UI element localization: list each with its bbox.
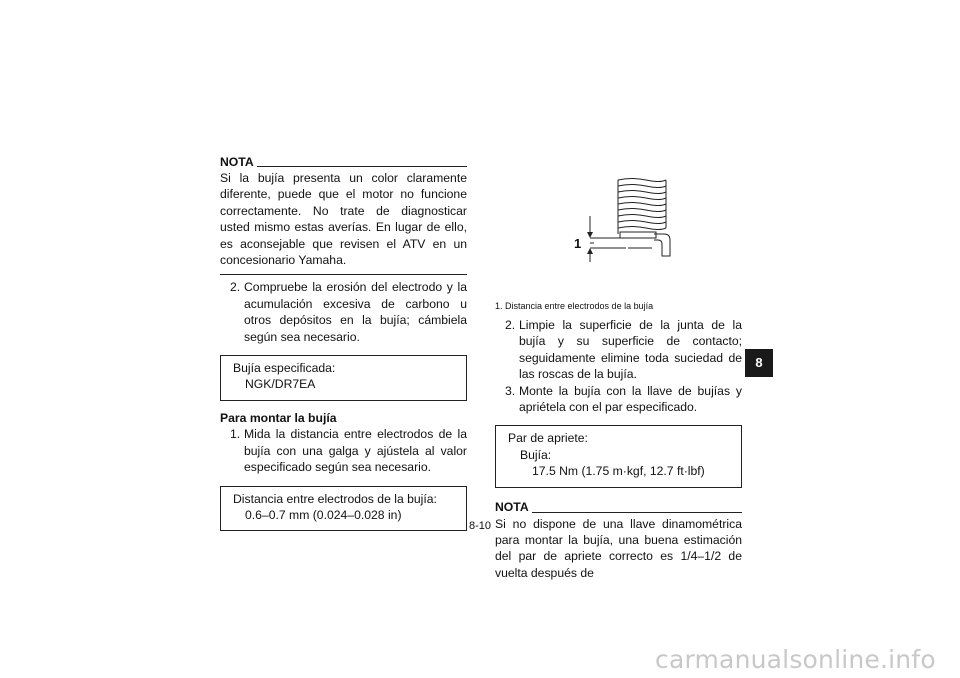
nota-end-rule [220, 274, 467, 275]
spec-label: Distancia entre electrodos de la bujía: [233, 491, 437, 506]
spec-torque-box [495, 425, 742, 487]
spec-spark-plug-box [220, 355, 467, 401]
spec-sublabel: Bujía: [520, 447, 552, 462]
spark-plug-gap-figure [568, 176, 678, 264]
figure-callout: 1 [574, 236, 582, 251]
nota-label: NOTA [220, 154, 254, 169]
page-number: 8-10 [468, 520, 492, 532]
step-text: Compruebe la erosión del electrodo y la acumulación excesiva de carbono u otros depósitos en la bujía; cámbiela según sea necesario. [244, 280, 467, 344]
spec-value: 17.5 Nm (1.75 m·kgf, 12.7 ft·lbf) [532, 464, 705, 479]
step-text: Mida la distancia entre electrodos de la bujía con una galga y ajústela al valor especificado según sea necesario. [244, 427, 467, 475]
step-clean-surface [495, 317, 742, 383]
left-column [220, 154, 467, 531]
step-check-electrode [220, 279, 467, 345]
step-number: 2. [230, 280, 241, 295]
step-install-plug [495, 383, 742, 416]
spec-label: Bujía especificada: [233, 361, 336, 376]
nota-heading [495, 500, 742, 516]
step-number: 2. [505, 318, 516, 332]
right-column [495, 317, 742, 581]
figure-caption: 1. Distancia entre electrodos de la bujía [495, 301, 654, 311]
watermark: carmanualsonline.info [655, 645, 936, 674]
step-text: Monte la bujía con la llave de bujías y apriétela con el par especificado. [519, 383, 742, 415]
spec-value: 0.6–0.7 mm (0.024–0.028 in) [245, 507, 402, 522]
nota-text: Si la bujía presenta un color claramente diferente, puede que el motor no funcione correctamente. No trate de diagnosticar usted mismo estas averías. En lugar de ello, es aconsejable que revisen el ATV en un concesionario Yamaha. [220, 171, 467, 268]
step-number: 3. [505, 383, 516, 398]
spec-value: NGK/DR7EA [245, 377, 316, 392]
chapter-tab: 8 [745, 349, 773, 377]
nota-text: Si no dispone de una llave dinamométrica para montar la bujía, una buena estimación del par de apriete correcto es 1/4–1/2 de vuelta después de [495, 516, 742, 580]
step-text: Limpie la superficie de la junta de la bujía y su superficie de contacto; seguidamente elimine toda suciedad de las roscas de la bujía. [519, 318, 742, 382]
nota-heading [220, 154, 467, 170]
nota-label: NOTA [495, 500, 529, 515]
spec-label: Par de apriete: [508, 431, 588, 446]
section-title: Para montar la bujía [220, 410, 337, 425]
step-number: 1. [230, 427, 241, 442]
spec-gap-box [220, 486, 467, 532]
step-measure-gap [220, 426, 467, 475]
